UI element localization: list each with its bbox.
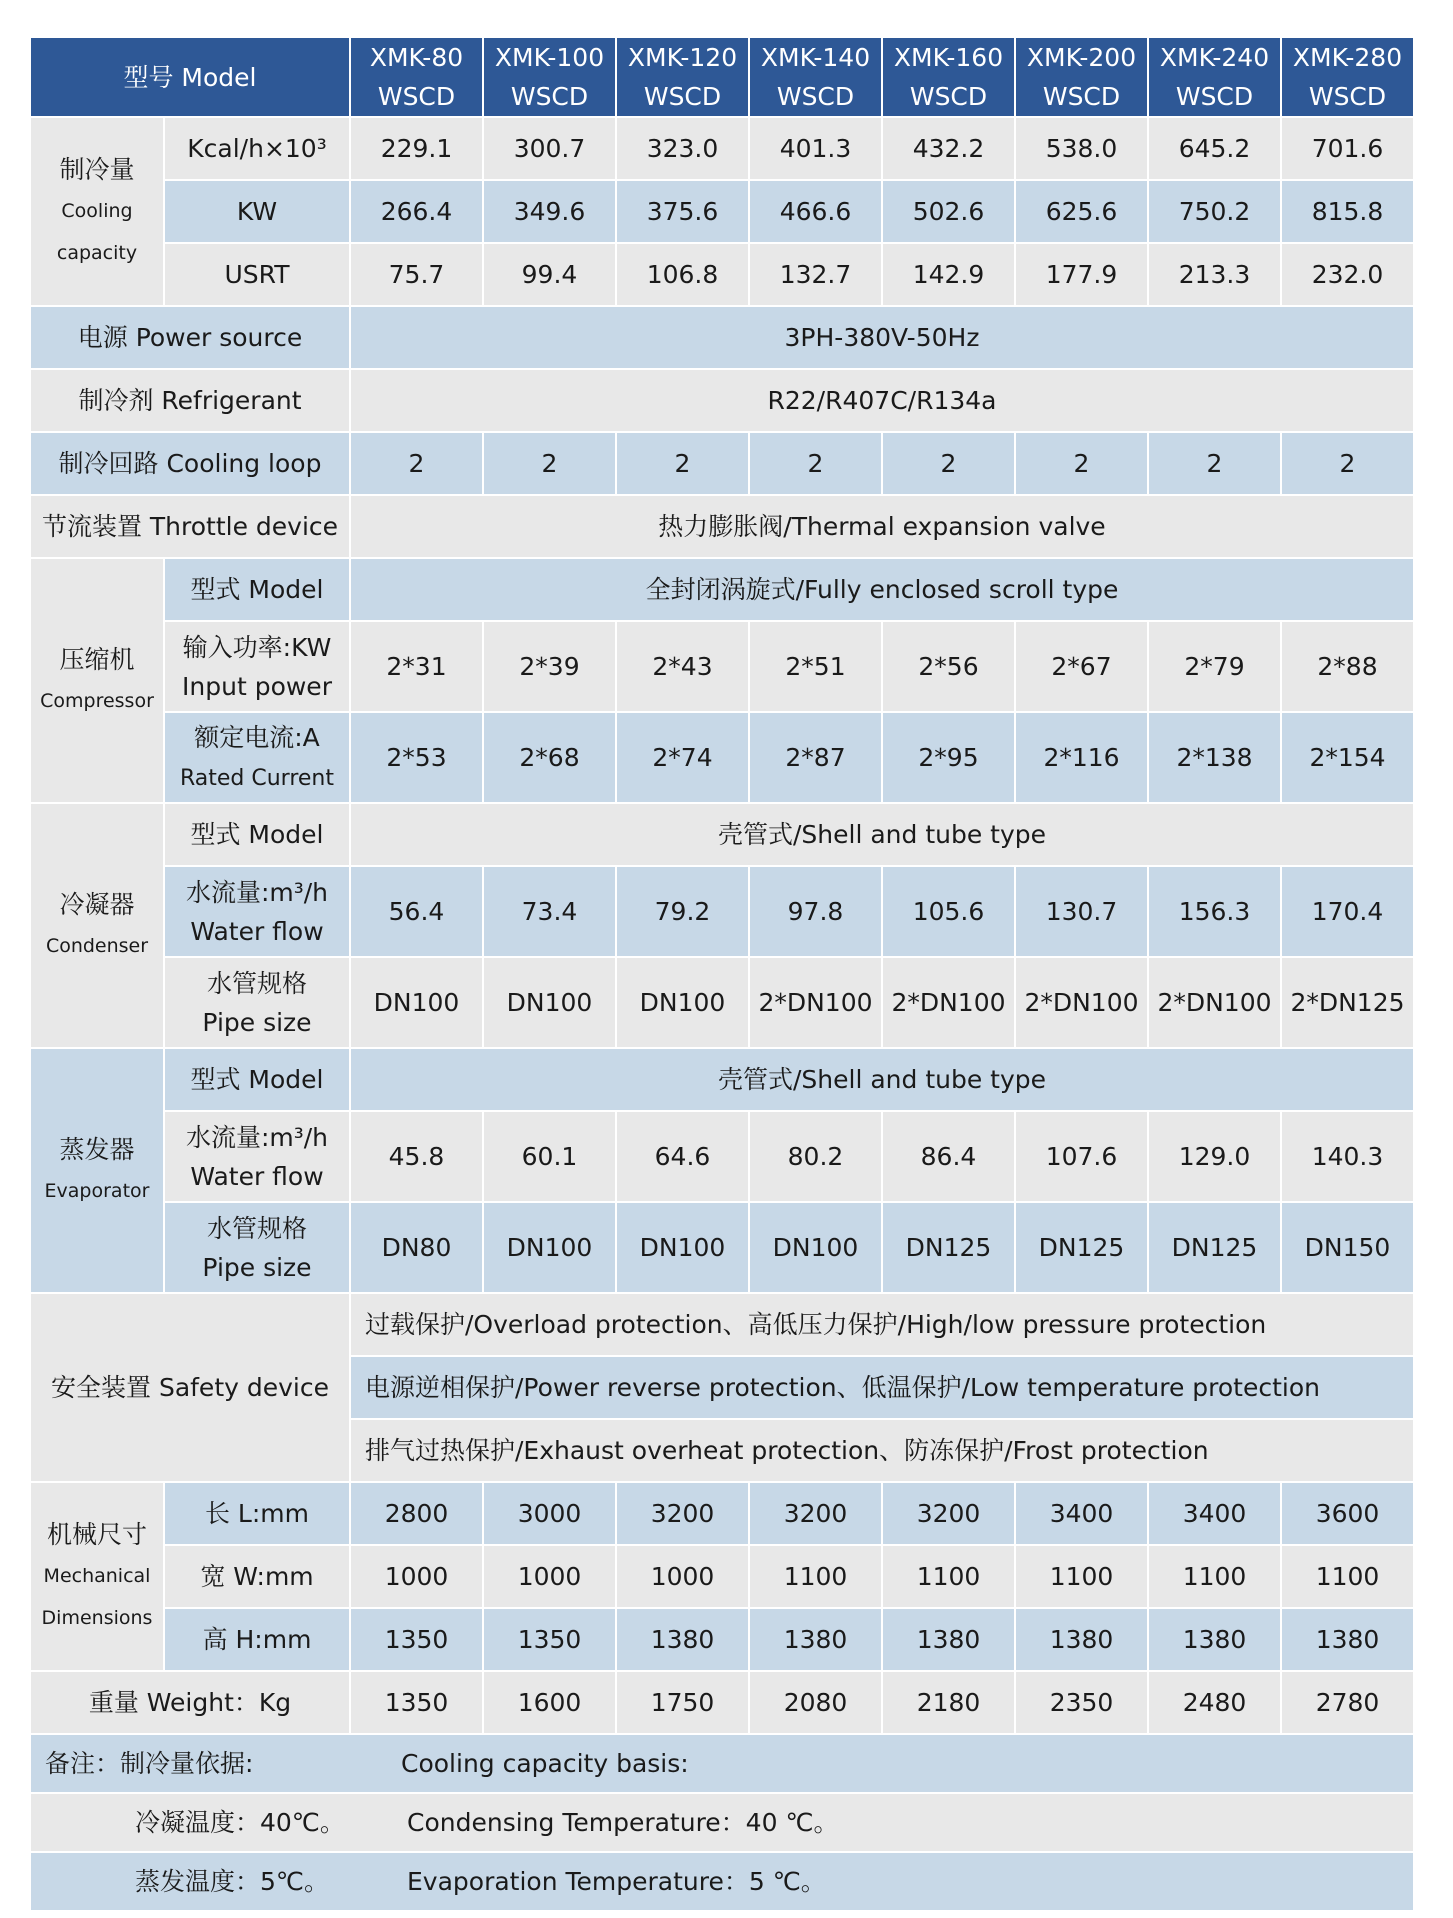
value-cell: 2 xyxy=(1015,432,1148,495)
value-cell: 1100 xyxy=(882,1545,1015,1608)
value-cell: 2*56 xyxy=(882,621,1015,712)
height-row xyxy=(30,1608,1414,1671)
value-cell: DN100 xyxy=(350,957,483,1048)
value-cell: 1380 xyxy=(1281,1608,1414,1671)
value-cell: 107.6 xyxy=(1015,1111,1148,1202)
value-cell: 99.4 xyxy=(483,243,616,306)
kcal-label: Kcal/h×10³ xyxy=(164,117,350,180)
value-cell: 140.3 xyxy=(1281,1111,1414,1202)
safety-line: 过载保护/Overload protection、高低压力保护/High/low pressure protection xyxy=(350,1293,1414,1356)
value-cell: 75.7 xyxy=(350,243,483,306)
evaporator-model-row xyxy=(30,1048,1414,1111)
refrigerant-row xyxy=(30,369,1414,432)
value-cell: 1380 xyxy=(616,1608,749,1671)
note-basis: 备注：制冷量依据: Cooling capacity basis: xyxy=(30,1734,1414,1793)
value-cell: DN100 xyxy=(749,1202,882,1293)
value-cell: 3400 xyxy=(1015,1482,1148,1545)
value-cell: 1380 xyxy=(1015,1608,1148,1671)
note-evaporation: 蒸发温度：5℃。 Evaporation Temperature：5 ℃。 xyxy=(30,1852,1414,1911)
value-cell: 2*154 xyxy=(1281,712,1414,803)
condenser-flow-row xyxy=(30,866,1414,957)
compressor-label: 压缩机 Compressor xyxy=(30,558,164,803)
value-cell: 73.4 xyxy=(483,866,616,957)
compressor-current-row xyxy=(30,712,1414,803)
value-cell: 2*95 xyxy=(882,712,1015,803)
value-cell: 1000 xyxy=(616,1545,749,1608)
value-cell: 349.6 xyxy=(483,180,616,243)
weight-label: 重量 Weight：Kg xyxy=(30,1671,350,1734)
safety-label: 安全装置 Safety device xyxy=(30,1293,350,1482)
weight-row xyxy=(30,1671,1414,1734)
input-power-label: 输入功率:KW Input power xyxy=(164,621,350,712)
value-cell: 177.9 xyxy=(1015,243,1148,306)
value-cell: DN125 xyxy=(1015,1202,1148,1293)
compressor-power-row xyxy=(30,621,1414,712)
value-cell: 156.3 xyxy=(1148,866,1281,957)
refrigerant-label: 制冷剂 Refrigerant xyxy=(30,369,350,432)
value-cell: 3600 xyxy=(1281,1482,1414,1545)
cooling-usrt-row xyxy=(30,243,1414,306)
value-cell: 2 xyxy=(882,432,1015,495)
value-cell: 1380 xyxy=(1148,1608,1281,1671)
compressor-model-row xyxy=(30,558,1414,621)
value-cell: 232.0 xyxy=(1281,243,1414,306)
value-cell: 45.8 xyxy=(350,1111,483,1202)
value-cell: 625.6 xyxy=(1015,180,1148,243)
value-cell: 2*88 xyxy=(1281,621,1414,712)
value-cell: DN80 xyxy=(350,1202,483,1293)
model-name-cell: XMK-200 WSCD xyxy=(1015,37,1148,117)
height-label: 高 H:mm xyxy=(164,1608,350,1671)
condenser-flow-label: 水流量:m³/h Water flow xyxy=(164,866,350,957)
value-cell: 2080 xyxy=(749,1671,882,1734)
value-cell: 266.4 xyxy=(350,180,483,243)
value-cell: DN125 xyxy=(882,1202,1015,1293)
value-cell: 2350 xyxy=(1015,1671,1148,1734)
value-cell: 2780 xyxy=(1281,1671,1414,1734)
evaporator-flow-label: 水流量:m³/h Water flow xyxy=(164,1111,350,1202)
model-header: 型号 Model xyxy=(30,37,350,117)
value-cell: 213.3 xyxy=(1148,243,1281,306)
spec-table xyxy=(29,36,1415,1912)
dimensions-label: 机械尺寸 Mechanical Dimensions xyxy=(30,1482,164,1671)
value-cell: DN150 xyxy=(1281,1202,1414,1293)
value-cell: 2 xyxy=(1148,432,1281,495)
value-cell: 645.2 xyxy=(1148,117,1281,180)
value-cell: 2*DN125 xyxy=(1281,957,1414,1048)
value-cell: 105.6 xyxy=(882,866,1015,957)
value-cell: 2*DN100 xyxy=(1015,957,1148,1048)
loop-row xyxy=(30,432,1414,495)
value-cell: 2*67 xyxy=(1015,621,1148,712)
value-cell: 2*43 xyxy=(616,621,749,712)
model-name-cell: XMK-140 WSCD xyxy=(749,37,882,117)
note-basis-row xyxy=(30,1734,1414,1793)
model-name-cell: XMK-80 WSCD xyxy=(350,37,483,117)
value-cell: 3200 xyxy=(749,1482,882,1545)
condenser-pipe-row xyxy=(30,957,1414,1048)
value-cell: 130.7 xyxy=(1015,866,1148,957)
length-label: 长 L:mm xyxy=(164,1482,350,1545)
value-cell: 2 xyxy=(749,432,882,495)
evaporator-flow-row xyxy=(30,1111,1414,1202)
value-cell: 1350 xyxy=(350,1608,483,1671)
loop-label: 制冷回路 Cooling loop xyxy=(30,432,350,495)
value-cell: DN100 xyxy=(616,957,749,1048)
model-name-cell: XMK-100 WSCD xyxy=(483,37,616,117)
compressor-model-value: 全封闭涡旋式/Fully enclosed scroll type xyxy=(350,558,1414,621)
value-cell: 170.4 xyxy=(1281,866,1414,957)
kw-label: KW xyxy=(164,180,350,243)
value-cell: 2*53 xyxy=(350,712,483,803)
cooling-kcal-row xyxy=(30,117,1414,180)
condenser-pipe-label: 水管规格 Pipe size xyxy=(164,957,350,1048)
value-cell: 432.2 xyxy=(882,117,1015,180)
value-cell: 1600 xyxy=(483,1671,616,1734)
value-cell: DN100 xyxy=(483,957,616,1048)
value-cell: 229.1 xyxy=(350,117,483,180)
value-cell: 300.7 xyxy=(483,117,616,180)
value-cell: 1100 xyxy=(1281,1545,1414,1608)
note-condensing-row xyxy=(30,1793,1414,1852)
value-cell: 538.0 xyxy=(1015,117,1148,180)
value-cell: 2*138 xyxy=(1148,712,1281,803)
throttle-label: 节流装置 Throttle device xyxy=(30,495,350,558)
header-row xyxy=(30,37,1414,117)
value-cell: 132.7 xyxy=(749,243,882,306)
value-cell: 701.6 xyxy=(1281,117,1414,180)
condenser-model-value: 壳管式/Shell and tube type xyxy=(350,803,1414,866)
value-cell: DN100 xyxy=(483,1202,616,1293)
note-condensing: 冷凝温度：40℃。 Condensing Temperature：40 ℃。 xyxy=(30,1793,1414,1852)
value-cell: 64.6 xyxy=(616,1111,749,1202)
value-cell: 323.0 xyxy=(616,117,749,180)
value-cell: 1380 xyxy=(882,1608,1015,1671)
safety-line: 排气过热保护/Exhaust overheat protection、防冻保护/Frost protection xyxy=(350,1419,1414,1482)
value-cell: 2*DN100 xyxy=(882,957,1015,1048)
value-cell: 2*87 xyxy=(749,712,882,803)
cooling-capacity-label: 制冷量 Cooling capacity xyxy=(30,117,164,306)
cooling-kw-row xyxy=(30,180,1414,243)
value-cell: 2*68 xyxy=(483,712,616,803)
throttle-value: 热力膨胀阀/Thermal expansion valve xyxy=(350,495,1414,558)
evaporator-model-label: 型式 Model xyxy=(164,1048,350,1111)
value-cell: 1000 xyxy=(350,1545,483,1608)
value-cell: 375.6 xyxy=(616,180,749,243)
evaporator-label: 蒸发器 Evaporator xyxy=(30,1048,164,1293)
width-row xyxy=(30,1545,1414,1608)
value-cell: 86.4 xyxy=(882,1111,1015,1202)
value-cell: 56.4 xyxy=(350,866,483,957)
value-cell: 2*51 xyxy=(749,621,882,712)
usrt-label: USRT xyxy=(164,243,350,306)
value-cell: 79.2 xyxy=(616,866,749,957)
value-cell: 1000 xyxy=(483,1545,616,1608)
condenser-model-label: 型式 Model xyxy=(164,803,350,866)
evaporator-model-value: 壳管式/Shell and tube type xyxy=(350,1048,1414,1111)
value-cell: 2*79 xyxy=(1148,621,1281,712)
value-cell: 2800 xyxy=(350,1482,483,1545)
refrigerant-value: R22/R407C/R134a xyxy=(350,369,1414,432)
value-cell: 3400 xyxy=(1148,1482,1281,1545)
value-cell: 1380 xyxy=(749,1608,882,1671)
value-cell: 60.1 xyxy=(483,1111,616,1202)
value-cell: 3000 xyxy=(483,1482,616,1545)
evaporator-pipe-label: 水管规格 Pipe size xyxy=(164,1202,350,1293)
throttle-row xyxy=(30,495,1414,558)
value-cell: 2 xyxy=(483,432,616,495)
value-cell: 2*DN100 xyxy=(1148,957,1281,1048)
value-cell: 3200 xyxy=(616,1482,749,1545)
power-row xyxy=(30,306,1414,369)
condenser-label: 冷凝器 Condenser xyxy=(30,803,164,1048)
safety-line: 电源逆相保护/Power reverse protection、低温保护/Low temperature protection xyxy=(350,1356,1414,1419)
value-cell: 2 xyxy=(616,432,749,495)
value-cell: 106.8 xyxy=(616,243,749,306)
power-value: 3PH-380V-50Hz xyxy=(350,306,1414,369)
value-cell: 1350 xyxy=(483,1608,616,1671)
value-cell: 1750 xyxy=(616,1671,749,1734)
value-cell: 2 xyxy=(350,432,483,495)
value-cell: 2 xyxy=(1281,432,1414,495)
value-cell: 2180 xyxy=(882,1671,1015,1734)
value-cell: 2*31 xyxy=(350,621,483,712)
value-cell: 129.0 xyxy=(1148,1111,1281,1202)
model-name-cell: XMK-160 WSCD xyxy=(882,37,1015,117)
value-cell: 750.2 xyxy=(1148,180,1281,243)
width-label: 宽 W:mm xyxy=(164,1545,350,1608)
value-cell: 1100 xyxy=(749,1545,882,1608)
model-name-cell: XMK-240 WSCD xyxy=(1148,37,1281,117)
compressor-model-label: 型式 Model xyxy=(164,558,350,621)
value-cell: 2*74 xyxy=(616,712,749,803)
value-cell: 815.8 xyxy=(1281,180,1414,243)
value-cell: 2*DN100 xyxy=(749,957,882,1048)
value-cell: 3200 xyxy=(882,1482,1015,1545)
condenser-model-row xyxy=(30,803,1414,866)
value-cell: 2*116 xyxy=(1015,712,1148,803)
model-name-cell: XMK-120 WSCD xyxy=(616,37,749,117)
rated-current-label: 额定电流:A Rated Current xyxy=(164,712,350,803)
power-label: 电源 Power source xyxy=(30,306,350,369)
value-cell: 2480 xyxy=(1148,1671,1281,1734)
value-cell: 142.9 xyxy=(882,243,1015,306)
model-name-cell: XMK-280 WSCD xyxy=(1281,37,1414,117)
value-cell: 502.6 xyxy=(882,180,1015,243)
value-cell: 97.8 xyxy=(749,866,882,957)
evaporator-pipe-row xyxy=(30,1202,1414,1293)
value-cell: 1100 xyxy=(1148,1545,1281,1608)
value-cell: 2*39 xyxy=(483,621,616,712)
note-evaporation-row xyxy=(30,1852,1414,1911)
value-cell: 401.3 xyxy=(749,117,882,180)
value-cell: 1350 xyxy=(350,1671,483,1734)
safety-row xyxy=(30,1293,1414,1356)
length-row xyxy=(30,1482,1414,1545)
value-cell: 80.2 xyxy=(749,1111,882,1202)
value-cell: DN125 xyxy=(1148,1202,1281,1293)
value-cell: 1100 xyxy=(1015,1545,1148,1608)
value-cell: 466.6 xyxy=(749,180,882,243)
value-cell: DN100 xyxy=(616,1202,749,1293)
